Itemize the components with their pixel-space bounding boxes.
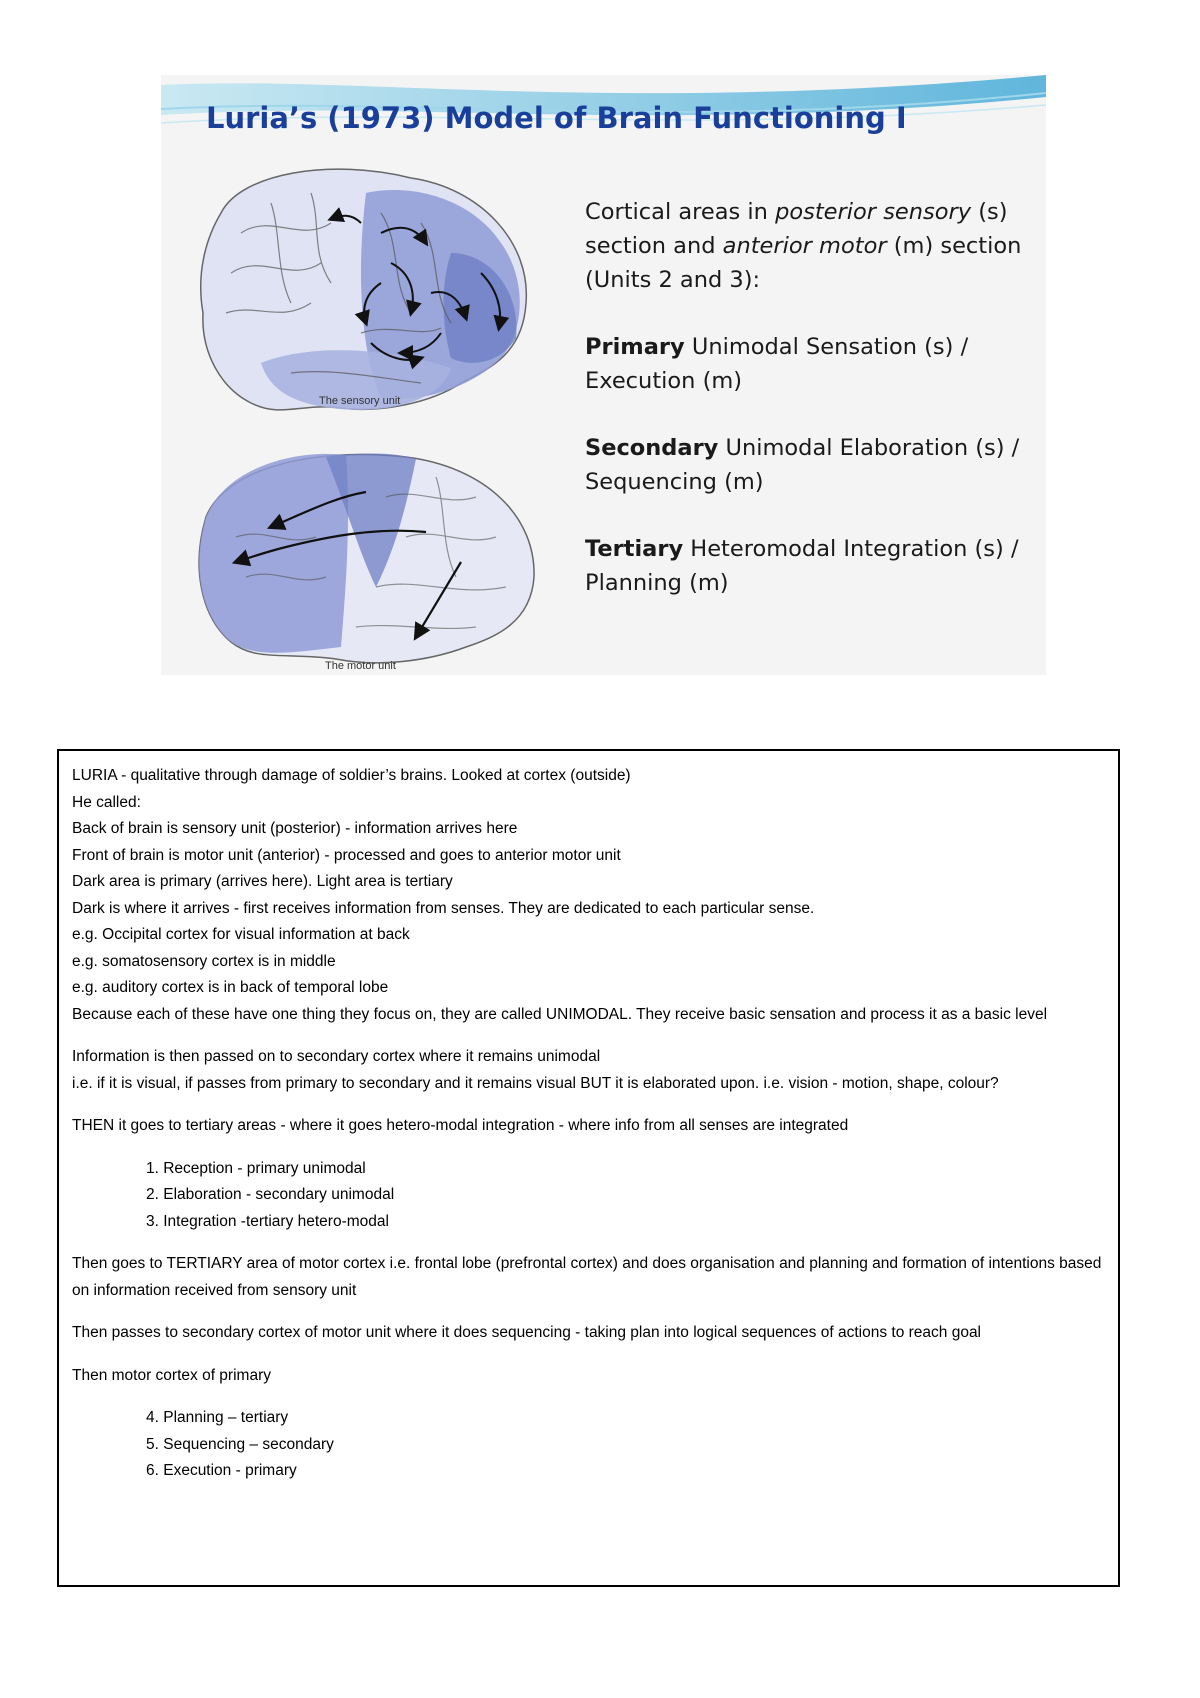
primary-description: Unimodal Sensation (s) / Execution (m): [585, 334, 969, 394]
notes-line: i.e. if it is visual, if passes from primary to secondary and it remains visual BUT it is elaborated upon. i.e. vision - motion, shape, colour?: [72, 1074, 999, 1092]
list-item: 3. Integration -tertiary hetero-modal: [146, 1212, 389, 1230]
intro-posterior: posterior: [775, 199, 877, 225]
intro-sensory: sensory: [876, 199, 972, 225]
slide-title: Luria’s (1973) Model of Brain Functioning I: [206, 101, 907, 135]
slide-secondary-paragraph: [585, 431, 1035, 499]
intro-text-1: Cortical areas in: [585, 199, 776, 225]
sensory-steps-list: [72, 1156, 1102, 1236]
intro-text-3: (m) section (Units 2 and 3):: [585, 233, 1022, 293]
notes-line: Dark area is primary (arrives here). Light area is tertiary: [72, 873, 453, 890]
notes-block-2: [72, 1044, 1102, 1097]
notes-content: [72, 763, 1102, 1501]
notes-line: He called:: [72, 793, 141, 811]
sensory-unit-caption: The sensory unit: [319, 395, 401, 407]
notes-box: [57, 749, 1120, 1587]
notes-line: e.g. auditory cortex is in back of temporal lobe: [72, 979, 389, 996]
list-item: 1. Reception - primary unimodal: [146, 1159, 366, 1177]
notes-block-5: Then passes to secondary cortex of motor unit where it does sequencing - taking plan into logical sequences of actions to reach goal: [72, 1324, 982, 1341]
notes-block-4: Then goes to TERTIARY area of motor cortex i.e. frontal lobe (prefrontal cortex) and does organisation and planning and formation of intentions based on information received from sensory unit: [72, 1255, 1102, 1299]
motor-unit-brain-illustration: [176, 437, 546, 675]
notes-block-6: Then motor cortex of primary: [72, 1366, 271, 1384]
notes-line: Information is then passed on to secondary cortex where it remains unimodal: [72, 1048, 601, 1065]
secondary-description: Unimodal Elaboration (s) / Sequencing (m): [585, 435, 1020, 495]
intro-motor: motor: [811, 233, 887, 259]
motor-steps-list: [72, 1405, 1102, 1485]
tertiary-description: Heteromodal Integration (s) / Planning (m): [585, 536, 1019, 596]
notes-block-3: THEN it goes to tertiary areas - where it goes hetero-modal integration - where info from all senses are integrated: [72, 1117, 849, 1134]
sensory-unit-brain-illustration: [181, 153, 536, 453]
notes-line: Front of brain is motor unit (anterior) - processed and goes to anterior motor unit: [72, 846, 621, 864]
list-item: 6. Execution - primary: [146, 1462, 297, 1479]
slide-primary-paragraph: [585, 330, 1035, 398]
list-item: 2. Elaboration - secondary unimodal: [146, 1186, 395, 1203]
secondary-label: Secondary: [585, 435, 719, 461]
slide-intro-paragraph: [585, 195, 1035, 297]
slide-body-text: [585, 195, 1035, 633]
notes-line: e.g. somatosensory cortex is in middle: [72, 952, 336, 970]
notes-line: Back of brain is sensory unit (posterior) - information arrives here: [72, 820, 518, 837]
list-item: 5. Sequencing – secondary: [146, 1435, 334, 1453]
slide-tertiary-paragraph: [585, 532, 1035, 600]
primary-label: Primary: [585, 334, 685, 360]
intro-anterior: anterior: [722, 233, 812, 259]
intro-text-2: (s) section and: [585, 199, 1008, 259]
notes-line: e.g. Occipital cortex for visual information at back: [72, 926, 410, 943]
tertiary-label: Tertiary: [585, 536, 684, 562]
slide-image: [161, 75, 1046, 675]
notes-line: LURIA - qualitative through damage of soldier’s brains. Looked at cortex (outside): [72, 767, 631, 784]
motor-unit-caption: The motor unit: [325, 660, 396, 672]
notes-line: Dark is where it arrives - first receives information from senses. They are dedicated to each particular sense.: [72, 899, 815, 917]
list-item: 4. Planning – tertiary: [146, 1409, 289, 1426]
notes-line: Because each of these have one thing they focus on, they are called UNIMODAL. They receive basic sensation and process it as a basic level: [72, 1005, 1048, 1023]
notes-block-1: [72, 763, 1102, 1028]
